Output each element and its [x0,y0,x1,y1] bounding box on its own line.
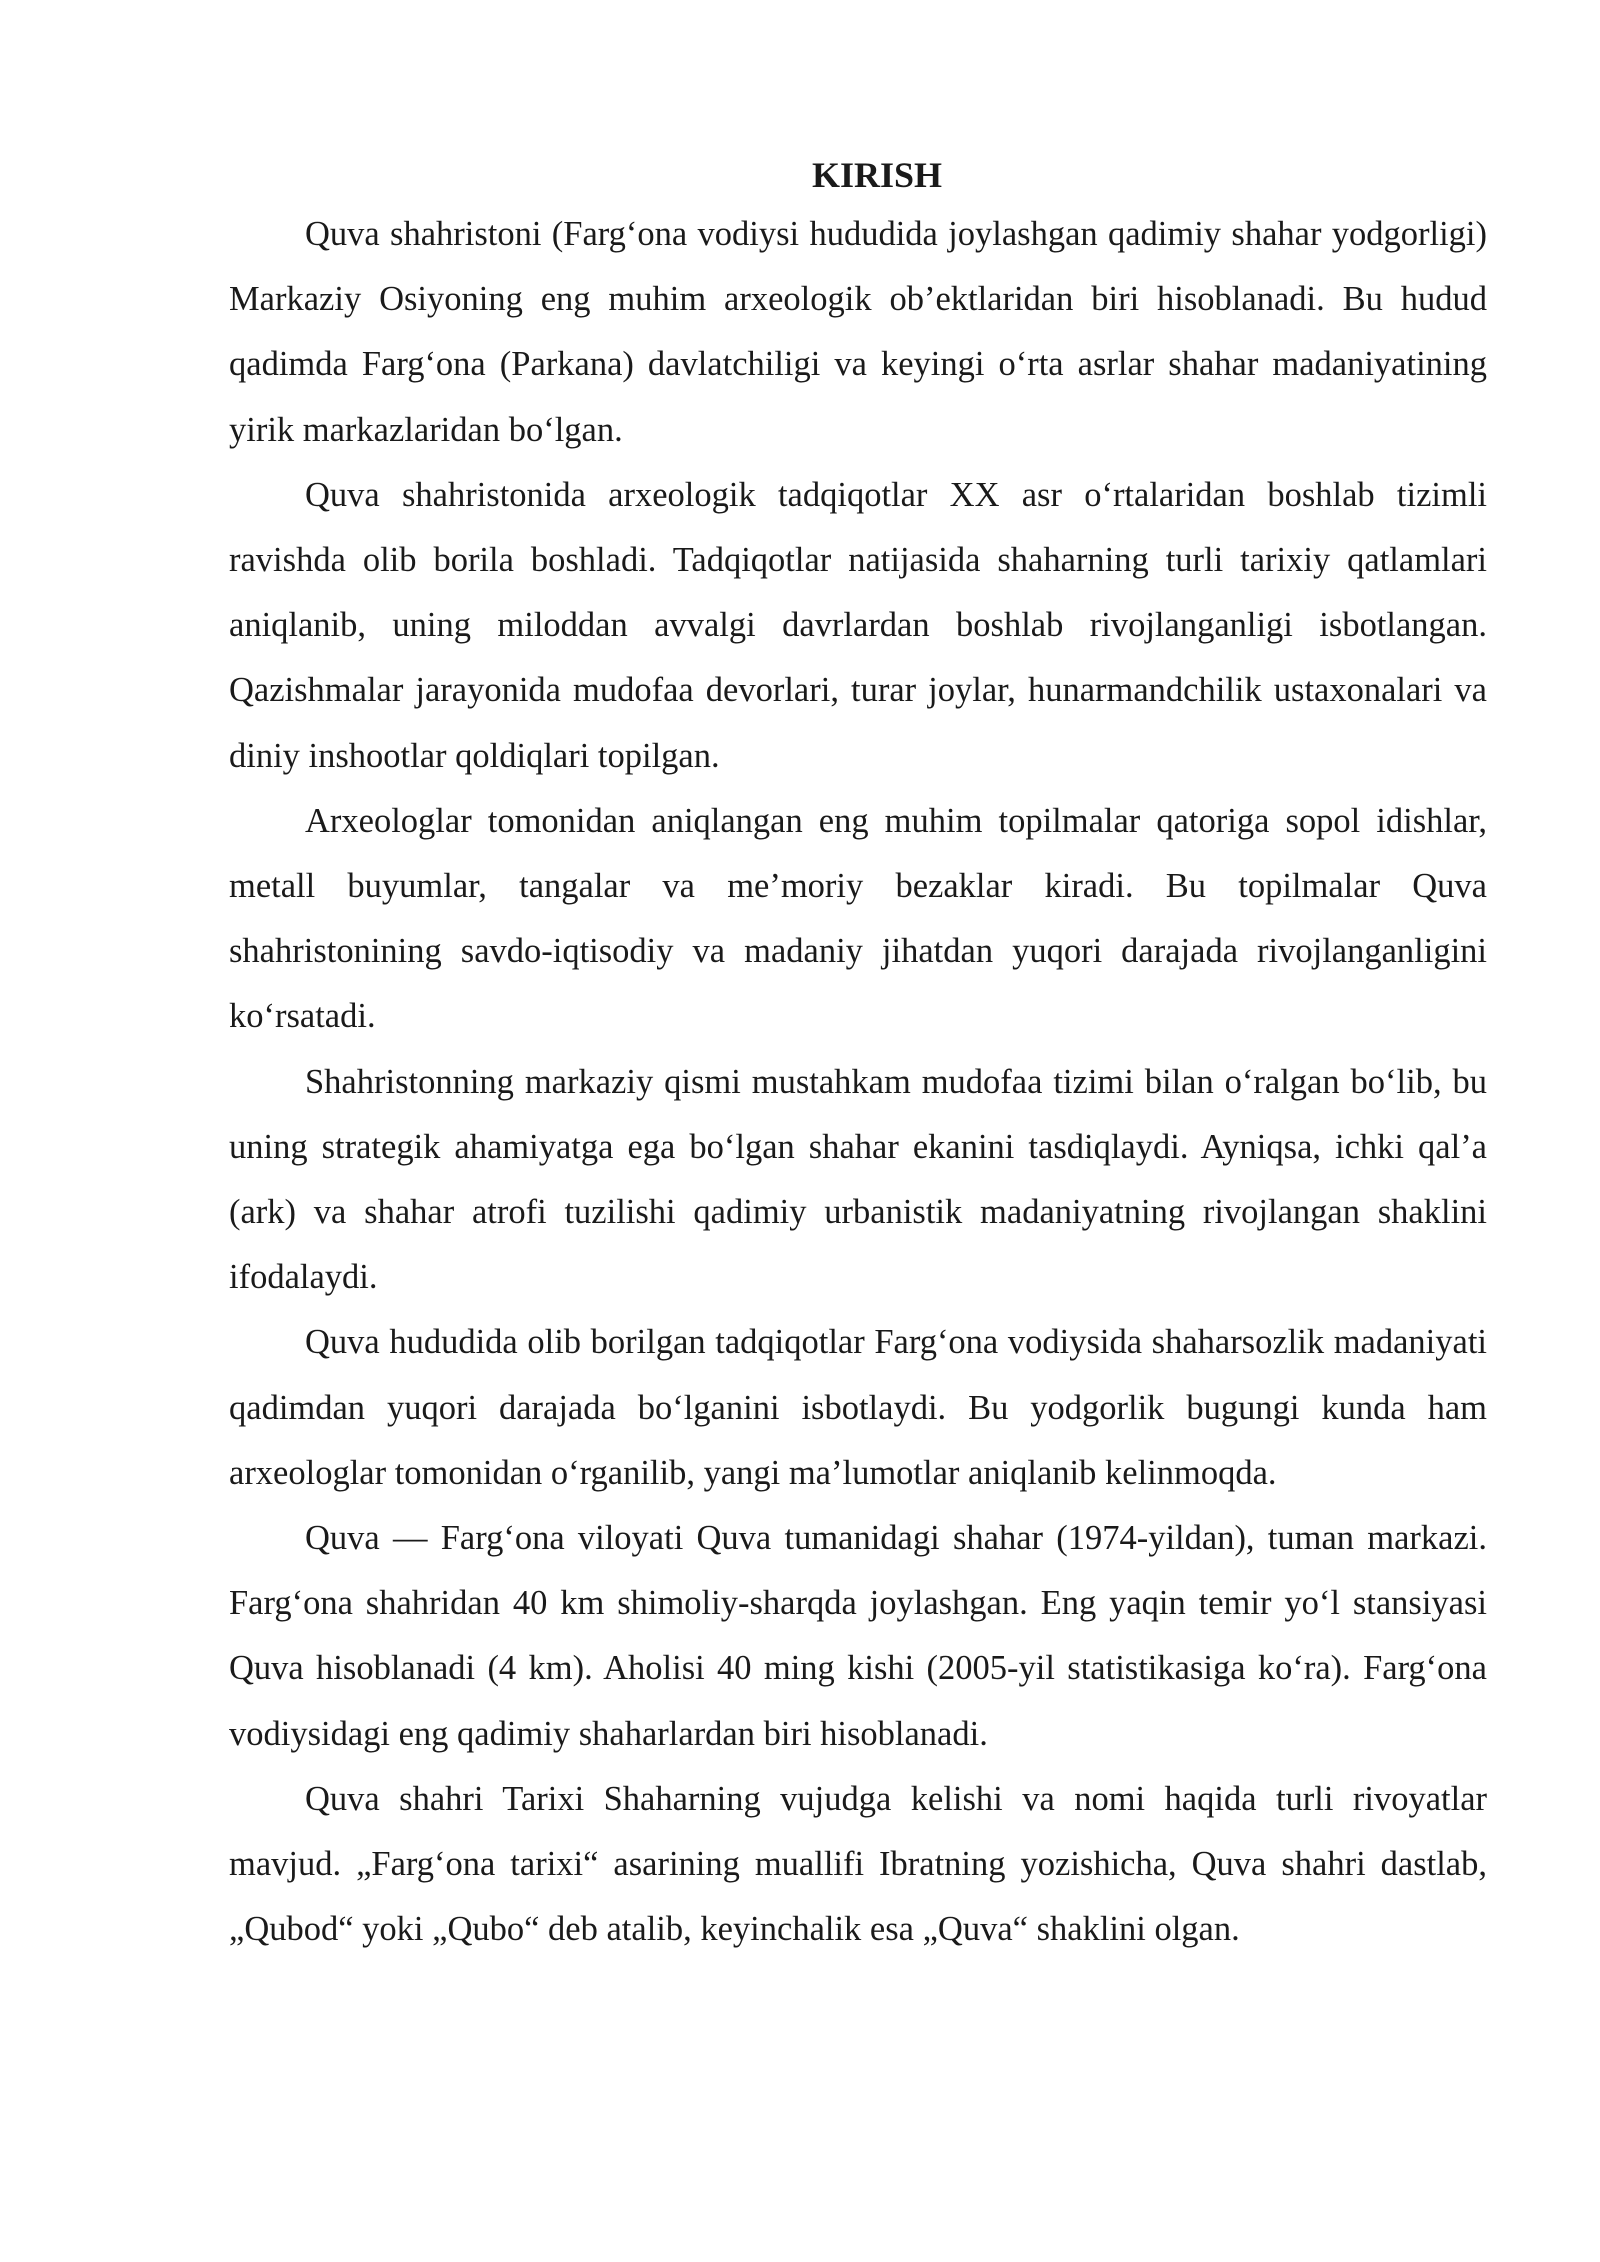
paragraph-7: Quva shahri Tarixi Shaharning vujudga kelishi va nomi haqida turli rivoyatlar mavjud. „Farg‘ona tarixi“ asarining muallifi Ibratning yozishicha, Quva shahri dastlab, „Qubod“ yoki „Qubo“ deb atalib, keyinchalik esa „Quva“ shaklini olgan. [229,1779,1487,1949]
paragraph-4: Shahristonning markaziy qismi mustahkam mudofaa tizimi bilan o‘ralgan bo‘lib, bu uning strategik ahamiyatga ega bo‘lgan shahar ekanini tasdiqlaydi. Ayniqsa, ichki qal’a (ark) va shahar atrofi tuzilishi qadimiy urbanistik madaniyatning rivojlangan shaklini ifodalaydi. [229,1062,1487,1297]
paragraph-3: Arxeologlar tomonidan aniqlangan eng muhim topilmalar qatoriga sopol idishlar, metall buyumlar, tangalar va me’moriy bezaklar kiradi. Bu topilmalar Quva shahristonining savdo-iqtisodiy va madaniy jihatdan yuqori darajada rivojlanganligini ko‘rsatadi. [229,801,1487,1036]
paragraph-2: Quva shahristonida arxeologik tadqiqotlar XX asr o‘rtalaridan boshlab tizimli ravishda olib borila boshladi. Tadqiqotlar natijasida shaharning turli tarixiy qatlamlari aniqlanib, uning miloddan avvalgi davrlardan boshlab rivojlanganligi isbotlangan. Qazishmalar jarayonida mudofaa devorlari, turar joylar, hunarmandchilik ustaxonalari va diniy inshootlar qoldiqlari topilgan. [229,475,1487,775]
page-title: KIRISH [811,155,943,195]
paragraph-1: Quva shahristoni (Farg‘ona vodiysi hududida joylashgan qadimiy shahar yodgorligi) Markaziy Osiyoning eng muhim arxeologik ob’ektlaridan biri hisoblanadi. Bu hudud qadimda Farg‘ona (Parkana) davlatchiligi va keyingi o‘rta asrlar shahar madaniyatining yirik markazlaridan bo‘lgan. [229,215,1487,449]
paragraph-6: Quva — Farg‘ona viloyati Quva tumanidagi shahar (1974-yildan), tuman markazi. Farg‘ona shahridan 40 km shimoliy-sharqda joylashgan. Eng yaqin temir yo‘l stansiyasi Quva hisoblanadi (4 km). Aholisi 40 ming kishi (2005-yil statistikasiga ko‘ra). Farg‘ona vodiysidagi eng qadimiy shaharlardan biri hisoblanadi. [229,1519,1487,1753]
document-body [229,148,1487,1962]
paragraph-5: Quva hududida olib borilgan tadqiqotlar Farg‘ona vodiysida shaharsozlik madaniyati qadimdan yuqori darajada bo‘lganini isbotlaydi. Bu yodgorlik bugungi kunda ham arxeologlar tomonidan o‘rganilib, yangi ma’lumotlar aniqlanib kelinmoqda. [229,1323,1487,1492]
